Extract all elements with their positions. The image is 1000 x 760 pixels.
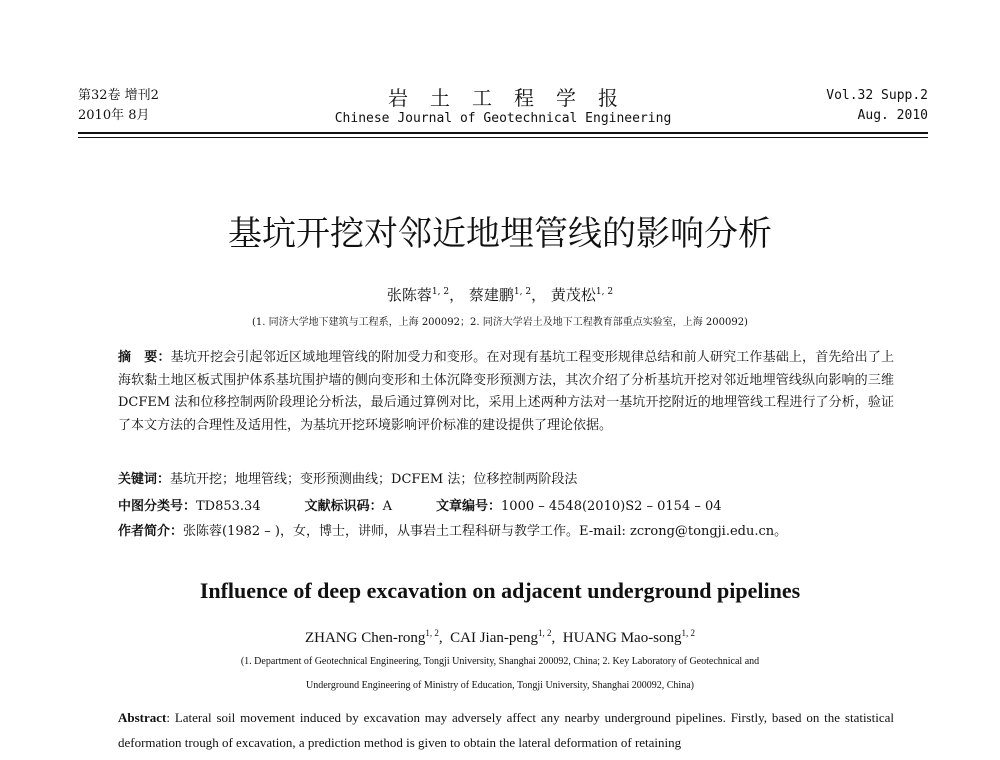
author-sup: 1, 2 — [513, 287, 532, 297]
abstract-en — [118, 705, 894, 755]
authors-en: ZHANG Chen-rong$^{1, 2}$, CAI Jian-peng$^{1, 2}$, HUANG Mao-song$^{1, 2}$ — [304, 628, 696, 646]
abstract-label-zh: 摘 要： — [118, 350, 171, 365]
article-no-value: 1000 – 4548(2010)S2 – 0154 – 04 — [501, 499, 722, 514]
affiliation-en-line1: (1. Department of Geotechnical Engineering, Tongji University, Shanghai 200092, China; 2. Key Laboratory of Geotechnical and — [240, 656, 760, 667]
paper-title-zh: 基坑开挖对邻近地埋管线的影响分析 — [228, 214, 772, 254]
author-zh: 蔡建鹏 — [468, 286, 514, 304]
abstract-zh — [118, 347, 894, 437]
journal-title-zh: 岩土工程学报 — [388, 86, 640, 110]
affiliation-en-line2: Underground Engineering of Ministry of Education, Tongji University, Shanghai 200092, China) — [306, 680, 694, 691]
bio-label: 作者简介： — [118, 524, 184, 539]
volume-en: Vol.32 Supp.2 — [826, 88, 928, 103]
author-sup: 1, 2 — [681, 628, 696, 638]
header-right — [826, 86, 928, 126]
journal-header — [78, 86, 928, 130]
author-bio-zh — [118, 522, 894, 542]
clc-value: TD853.34 — [196, 499, 261, 514]
clc-label: 中图分类号： — [118, 499, 197, 514]
author-en: ZHANG Chen-rong — [304, 630, 426, 646]
author-sup: 1, 2 — [425, 628, 439, 638]
author-sup: 1, 2 — [431, 287, 450, 297]
date-zh: 2010年 8月 — [78, 108, 150, 123]
doc-code-label: 文献标识码： — [304, 499, 383, 514]
author-sup: 1, 2 — [595, 287, 614, 297]
header-rule-thick — [78, 132, 928, 134]
author-sup: 1, 2 — [538, 628, 552, 638]
paper-title-en: Influence of deep excavation on adjacent underground pipelines — [199, 578, 801, 603]
abstract-label-en: Abstract — [118, 710, 167, 725]
date-en: Aug. 2010 — [857, 108, 928, 123]
abstract-text-zh: 基坑开挖会引起邻近区域地埋管线的附加受力和变形。在对现有基坑工程变形规律总结和前人研究工作基础上，首先给出了上海软黏土地区板式围护体系基坑围护墙的侧向变形和土体沉降变形预测方法，其次介绍了分析基坑开挖对邻近地埋管线纵向影响的三维 DCFEM 法和位移控制两阶段理论分析法，最后通过算例对比，采用上述两种方法对一基坑开挖附近的地埋管线工程进行了分析，验证了本文方法的合理性及适用性，为基坑开挖环境影响评价标准的建设提供了理论依据。 — [118, 350, 894, 433]
header-center — [78, 86, 928, 128]
author-en: HUANG Mao-song — [562, 630, 682, 646]
volume-zh: 第32卷 增刊2 — [78, 88, 159, 103]
keywords-text-zh: 基坑开挖；地埋管线；变形预测曲线；DCFEM 法；位移控制两阶段法 — [170, 472, 578, 487]
keywords-zh — [118, 470, 577, 490]
authors-zh: 张陈蓉$^{1, 2}$， 蔡建鹏$^{1, 2}$， 黄茂松$^{1, 2}$ — [386, 286, 614, 304]
author-en: CAI Jian-peng — [450, 630, 539, 646]
author-zh: 黄茂松 — [550, 286, 596, 304]
keywords-label-zh: 关键词： — [118, 472, 171, 487]
doc-code-value: A — [382, 499, 393, 514]
affiliation-zh: (1. 同济大学地下建筑与工程系，上海 200092；2. 同济大学岩土及地下工程教育部重点实验室，上海 200092) — [252, 317, 748, 328]
header-rule-thin — [78, 137, 928, 138]
journal-title-en: Chinese Journal of Geotechnical Engineering — [334, 111, 672, 126]
classification-line — [118, 497, 894, 517]
article-no-label: 文章编号： — [436, 499, 502, 514]
abstract-text-en: : Lateral soil movement induced by excavation may adversely affect any nearby underground pipelines. Firstly, based on the statistical deformation trough of excavation, a prediction method is given to obtain the lateral deformation of retaining — [118, 710, 894, 750]
author-zh: 张陈蓉 — [386, 286, 432, 304]
bio-text: 张陈蓉(1982 – )，女，博士，讲师，从事岩土工程科研与教学工作。E-mail: zcrong@tongji.edu.cn。 — [183, 524, 788, 539]
